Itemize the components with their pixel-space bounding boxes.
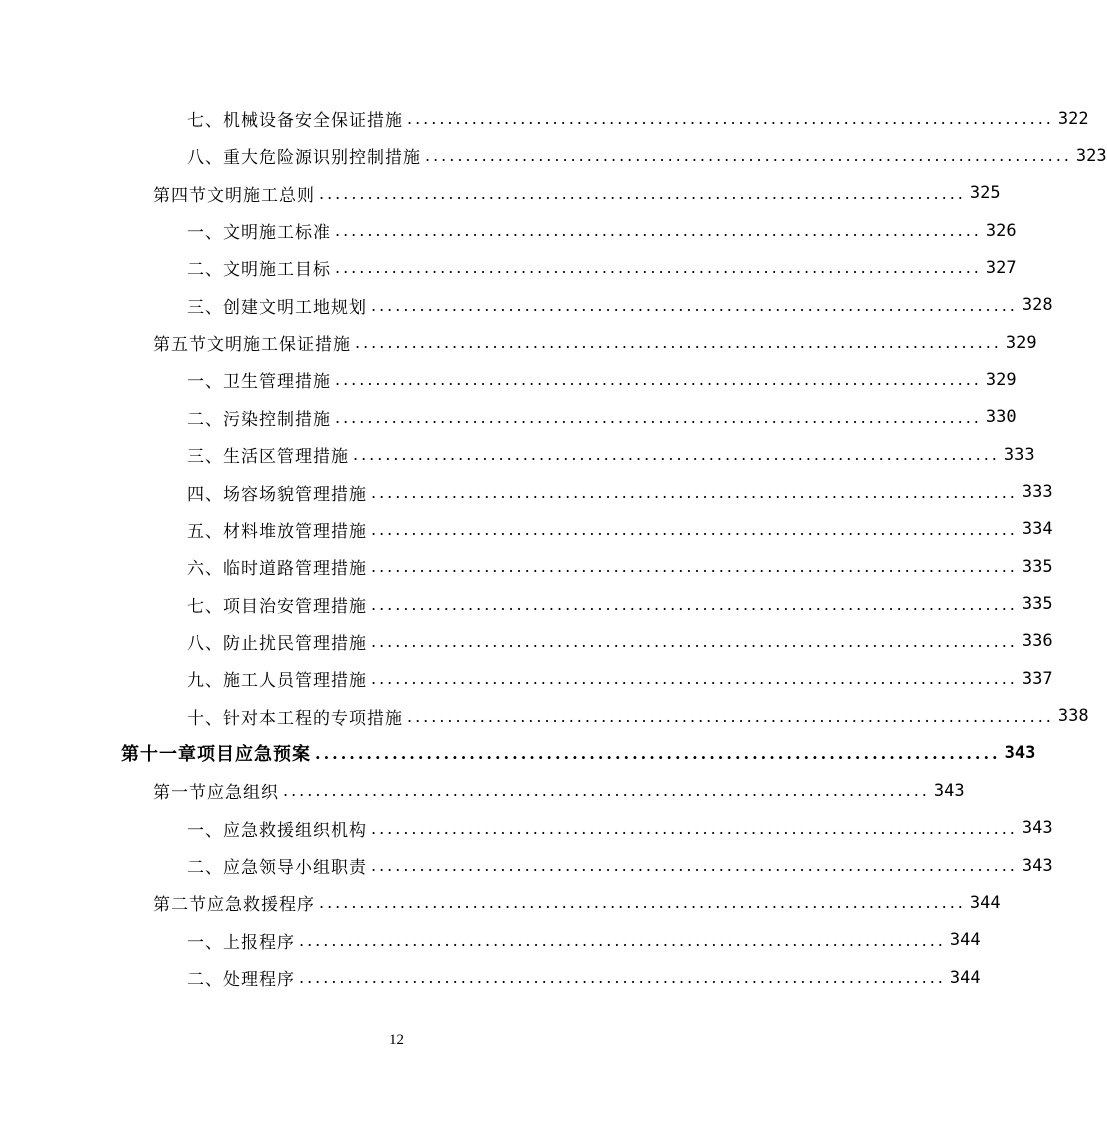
toc-entry-number: 四、 [187, 484, 223, 505]
toc-entry[interactable] [121, 735, 1036, 772]
toc-entry[interactable] [187, 137, 1107, 174]
toc-entry-title: 材料堆放管理措施 [223, 521, 367, 542]
toc-dot-leader: ................................................................................ [335, 258, 982, 278]
toc-entry[interactable] [187, 623, 1053, 660]
toc-entry-page: 333 [1003, 444, 1035, 465]
toc-entry-page: 329 [1005, 332, 1037, 353]
toc-entry[interactable] [187, 249, 1017, 286]
toc-entry-number: 一、 [187, 372, 223, 393]
toc-entry-number: 三、 [187, 447, 223, 468]
toc-dot-leader: ................................................................................ [371, 295, 1018, 315]
toc-entry-title: 文明施工目标 [223, 260, 331, 281]
toc-entry-number: 八、 [187, 148, 223, 169]
toc-entry-page: 344 [969, 892, 1001, 913]
toc-entry[interactable] [187, 436, 1035, 473]
toc-entry-page: 335 [1021, 556, 1053, 577]
toc-entry-number: 第二节 [153, 895, 207, 916]
toc-entry-number: 五、 [187, 521, 223, 542]
toc-entry[interactable] [187, 399, 1017, 436]
toc-entry-page: 326 [985, 220, 1017, 241]
toc-entry[interactable] [187, 361, 1017, 398]
toc-entry-title: 污染控制措施 [223, 409, 331, 430]
toc-entry-title: 应急领导小组职责 [223, 858, 367, 878]
toc-entry-number: 第五节 [153, 335, 207, 356]
toc-entry-title: 防止扰民管理措施 [223, 633, 367, 654]
toc-entry-page: 343 [933, 780, 965, 801]
toc-entry-page: 322 [1057, 108, 1089, 129]
toc-entry-page: 343 [1004, 743, 1036, 764]
toc-entry[interactable] [187, 100, 1089, 137]
toc-entry[interactable] [187, 548, 1053, 585]
toc-entry-title: 项目治安管理措施 [223, 596, 367, 617]
toc-entry-title: 文明施工保证措施 [207, 335, 351, 356]
toc-entry-number: 第一节 [153, 783, 207, 804]
toc-dot-leader: ................................................................................ [371, 818, 1018, 838]
toc-entry-number: 一、 [187, 223, 223, 244]
toc-entry-title: 上报程序 [223, 932, 295, 953]
toc-entry-title: 生活区管理措施 [223, 447, 349, 468]
toc-entry[interactable] [187, 959, 981, 996]
toc-dot-leader: ................................................................................ [371, 519, 1018, 539]
toc-entry-page: 325 [969, 183, 1001, 204]
toc-dot-leader: ................................................................................ [299, 968, 946, 988]
toc-entry-number: 三、 [187, 297, 223, 318]
toc-entry[interactable] [153, 884, 1001, 921]
toc-dot-leader: ................................................................................ [353, 445, 1000, 465]
toc-entry-title: 应急救援组织机构 [223, 820, 367, 841]
toc-entry-number: 第十一章 [121, 744, 197, 766]
toc-entry-page: 337 [1021, 668, 1053, 689]
toc-entry-number: 七、 [187, 111, 223, 131]
toc-entry[interactable] [187, 922, 981, 959]
toc-entry-title: 应急救援程序 [207, 895, 315, 916]
toc-entry[interactable] [153, 772, 965, 809]
toc-entry[interactable] [153, 324, 1037, 361]
toc-dot-leader: ................................................................................ [371, 669, 1018, 689]
toc-dot-leader: ................................................................................ [371, 594, 1018, 614]
toc-entry[interactable] [187, 586, 1053, 623]
toc-entry[interactable] [187, 660, 1053, 697]
toc-entry-page: 333 [1021, 482, 1053, 502]
toc-entry-title: 机械设备安全保证措施 [223, 111, 403, 131]
toc-dot-leader: ................................................................................ [335, 221, 982, 241]
toc-entry-number: 第四节 [153, 185, 207, 206]
toc-dot-leader: ................................................................................ [425, 146, 1072, 166]
toc-entry-number: 九、 [187, 671, 223, 692]
toc-dot-leader: ................................................................................ [319, 183, 966, 203]
toc-entry-title: 文明施工总则 [207, 185, 315, 206]
toc-entry-page: 327 [985, 257, 1017, 278]
toc-entry[interactable] [187, 810, 1053, 847]
toc-dot-leader: ................................................................................ [371, 856, 1018, 875]
toc-dot-leader: ................................................................................ [315, 743, 1001, 763]
toc-dot-leader: ................................................................................ [335, 407, 982, 427]
toc-entry-title: 施工人员管理措施 [223, 671, 367, 692]
toc-entry-page: 344 [949, 930, 981, 951]
toc-dot-leader: ................................................................................ [407, 706, 1054, 726]
toc-entry-page: 334 [1021, 519, 1053, 540]
toc-entry-page: 330 [985, 407, 1017, 428]
toc-entry-number: 六、 [187, 559, 223, 580]
toc-dot-leader: ................................................................................ [319, 893, 966, 913]
toc-entry-number: 一、 [187, 932, 223, 953]
toc-entry-title: 处理程序 [223, 970, 295, 991]
toc-entry[interactable] [187, 474, 1053, 511]
toc-entry[interactable] [153, 175, 1001, 212]
toc-entry-page: 328 [1021, 295, 1053, 316]
toc-dot-leader: ................................................................................ [299, 930, 946, 950]
toc-entry-number: 十、 [187, 708, 223, 729]
toc-entry-page: 343 [1021, 855, 1053, 876]
toc-entry-number: 二、 [187, 970, 223, 991]
toc-entry-title: 项目应急预案 [197, 744, 311, 766]
toc-entry-title: 重大危险源识别控制措施 [223, 148, 421, 169]
toc-entry-title: 创建文明工地规划 [223, 297, 367, 318]
toc-entry-page: 335 [1021, 594, 1053, 615]
toc-entry-number: 二、 [187, 260, 223, 281]
toc-dot-leader: ................................................................................ [355, 333, 1002, 353]
toc-entry[interactable] [187, 698, 1089, 735]
toc-entry-title: 场容场貌管理措施 [223, 484, 367, 505]
toc-dot-leader: ................................................................................ [371, 557, 1018, 577]
toc-entry-title: 文明施工标准 [223, 223, 331, 244]
toc-entry-number: 八、 [187, 633, 223, 654]
toc-entry-page: 338 [1057, 706, 1089, 727]
toc-dot-leader: ................................................................................ [371, 482, 1018, 502]
toc-dot-leader: ................................................................................ [283, 781, 930, 801]
toc-dot-leader: ................................................................................ [371, 631, 1018, 651]
toc-entry-title: 临时道路管理措施 [223, 559, 367, 580]
toc-entry[interactable] [187, 287, 1053, 324]
toc-entry-page: 323 [1075, 145, 1107, 166]
toc-entry-number: 二、 [187, 858, 223, 878]
toc-entry[interactable] [187, 212, 1017, 249]
toc-entry-title: 针对本工程的专项措施 [223, 708, 403, 729]
toc-entry[interactable] [187, 847, 1053, 884]
toc-entry-page: 343 [1021, 818, 1053, 839]
page-number: 12 [389, 1032, 404, 1048]
toc-entry-number: 二、 [187, 409, 223, 430]
toc-entry-page: 329 [985, 369, 1017, 390]
toc-entry-title: 应急组织 [207, 783, 279, 804]
toc-dot-leader: ................................................................................ [407, 109, 1054, 128]
toc-entry[interactable] [187, 511, 1053, 548]
toc-dot-leader: ................................................................................ [335, 370, 982, 390]
toc-entry-page: 344 [949, 967, 981, 988]
toc-entry-number: 七、 [187, 596, 223, 617]
toc-entry-page: 336 [1021, 631, 1053, 652]
toc-entry-title: 卫生管理措施 [223, 372, 331, 393]
toc-entry-number: 一、 [187, 820, 223, 841]
